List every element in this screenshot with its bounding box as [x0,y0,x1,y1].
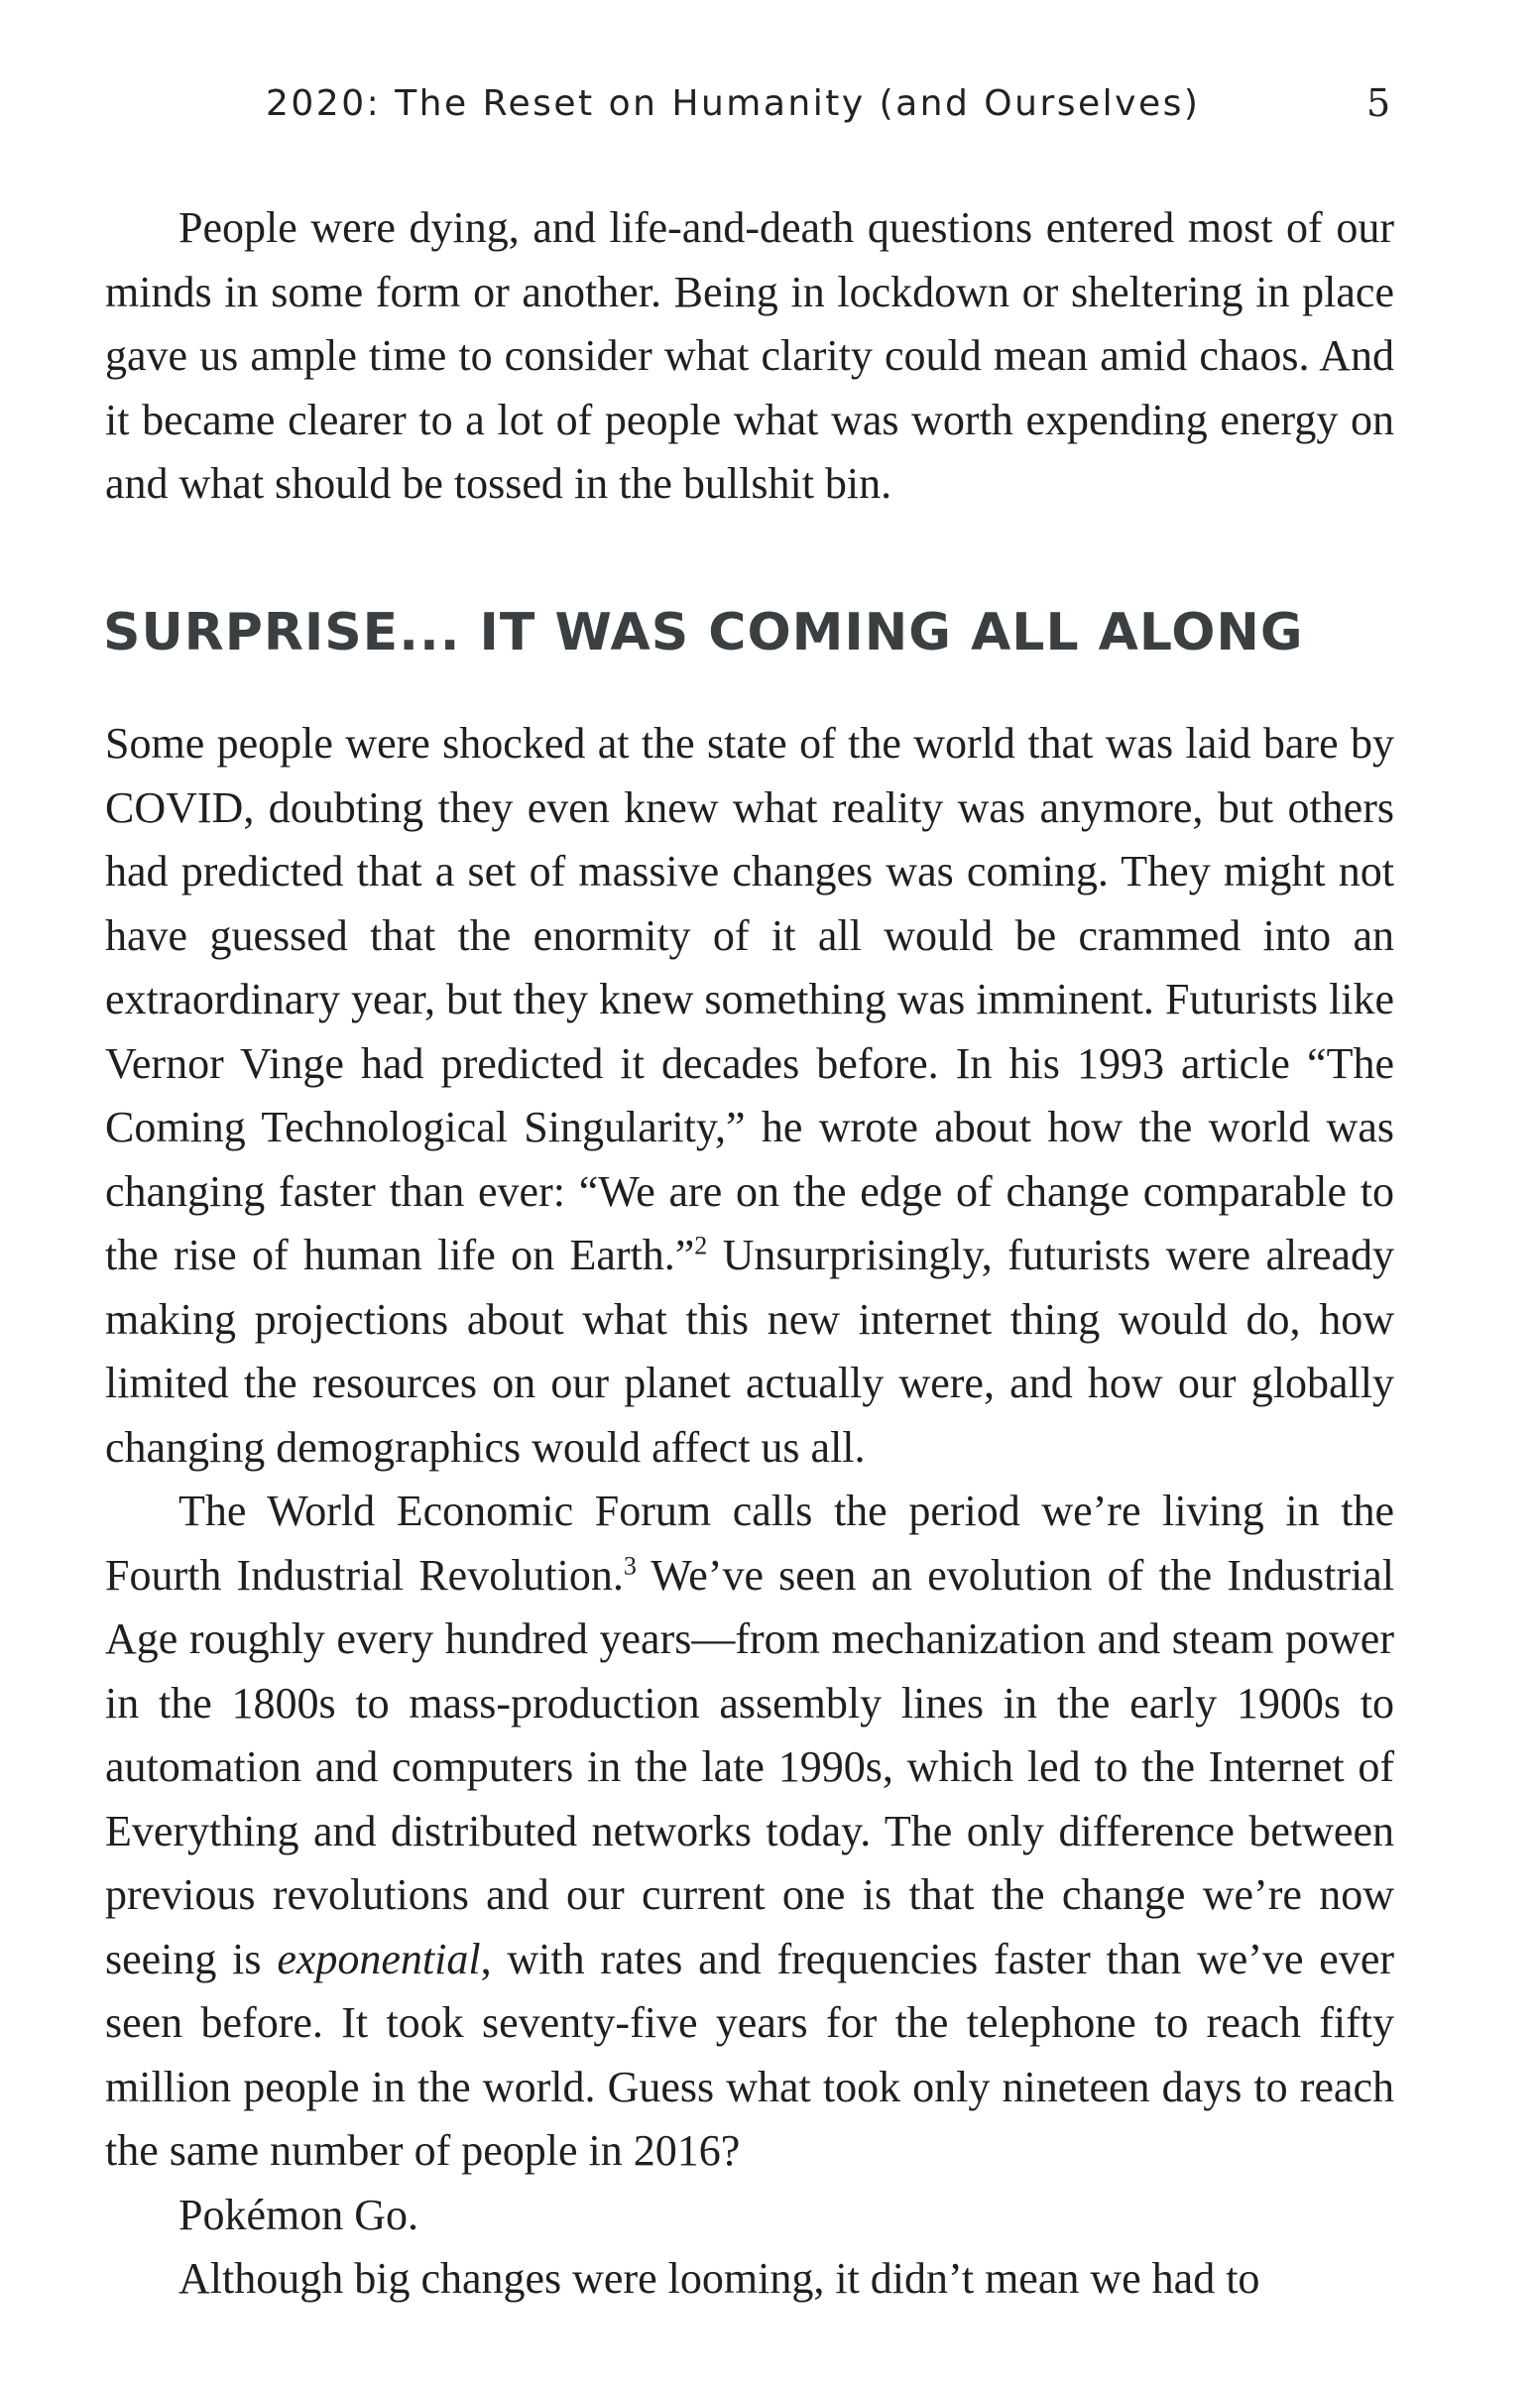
footnote-ref-2: 2 [694,1231,708,1260]
paragraph-1-text: Some people were shocked at the state of the world that was laid bare by COVID, doubting they even knew what reality was anymore, but others had predicted that a set of massive changes was coming. They might not have guessed that the enormity of it all would be crammed into an extraordinary year, but they knew something was imminent. Futurists like Vernor Vinge had predicted it decades before. In his 1993 article “The Coming Technological Singularity,” he wrote about how the world was changing faster than ever: “We are on the edge of change comparable to the rise of human life on Earth.” [105,719,1394,1279]
emphasis-text: exponential [277,1934,481,1983]
intro-paragraph: People were dying, and life-and-death questions entered most of our minds in some form or another. Being in lockdown or sheltering in place gave us ample time to consider what clarity could mean amid chaos. And it became clearer to a lot of people what was worth expending energy on and what should be tossed in the bullshit bin. [105,203,1394,508]
footnote-ref-3: 3 [623,1550,637,1580]
page-number: 5 [1366,81,1391,125]
paragraph-2-text-end: , with rates and frequencies faster than we’ve ever seen before. It took seventy-five years for the telephone to reach fifty million people in the world. Guess what took only nineteen days to reach the same number of people in 2016? [105,1934,1394,2175]
paragraph-2-text-mid: We’ve seen an evolution of the Industrial Age roughly every hundred years—from mechanization and steam power in the 1800s to mass-production assembly lines in the early 1900s to automation and computers in the late 1990s, which led to the Internet of Everything and distributed networks today. The only difference between previous revolutions and our current one is that the change we’re now seeing is [105,1550,1395,1983]
paragraph-1-text-cont: Unsurprisingly, futurists were already making projections about what this new internet thing would do, how limited the resources on our planet actually were, and how our globally changing demographics would affect us all. [105,1231,1394,1472]
paragraph-3: Pokémon Go. [178,2190,418,2239]
main-section [105,712,1394,2312]
paragraph-4: Although big changes were looming, it didn’t mean we had to [178,2254,1260,2303]
section-heading: SURPRISE... IT WAS COMING ALL ALONG [103,603,1304,662]
paragraph-2-text: The World Economic Forum calls the period we’re living in the Fourth Industrial Revolution. [105,1487,1394,1600]
paragraph-1 [105,712,1394,1480]
paragraph-2 [105,1480,1394,2184]
running-title: 2020: The Reset on Humanity (and Ourselves) [266,83,1201,124]
intro-section [105,196,1394,517]
